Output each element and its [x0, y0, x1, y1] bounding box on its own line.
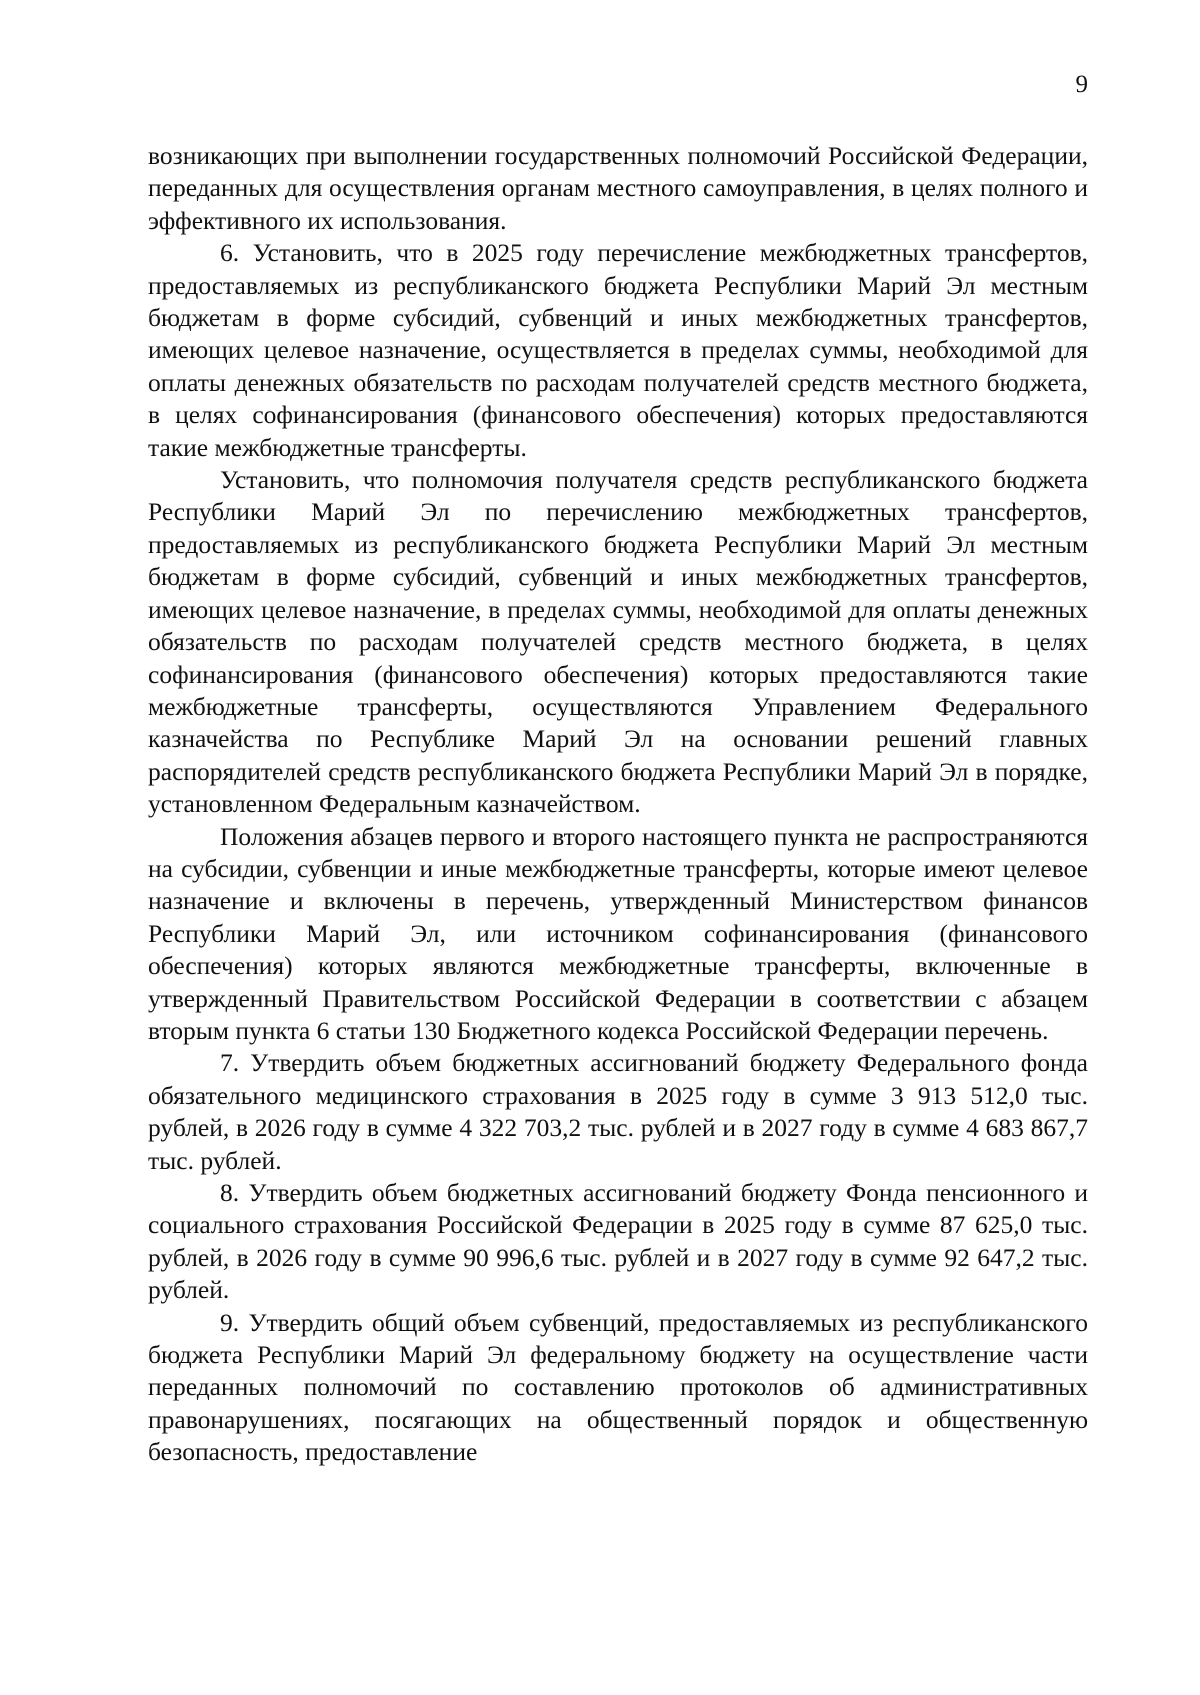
document-body — [148, 140, 1088, 1469]
paragraph-item-9: 9. Утвердить общий объем субвенций, предоставляемых из республиканского бюджета Республики Марий Эл федеральному бюджету на осуществление части переданных полномочий по составлению протоколов об административных правонарушениях, посягающих на общественный порядок и общественную безопасность, предоставление — [148, 1307, 1088, 1467]
paragraph-item-6: 6. Установить, что в 2025 году перечисление межбюджетных трансфертов, предоставляемых из республиканского бюджета Республики Марий Эл местным бюджетам в форме субсидий, субвенций и иных межбюджетных трансфертов, имеющих целевое назначение, осуществляется в пределах суммы, необходимой для оплаты денежных обязательств по расходам получателей средств местного бюджета, в целях софинансирования (финансового обеспечения) которых предоставляются такие межбюджетные трансферты. — [148, 238, 1088, 462]
paragraph-continuation: возникающих при выполнении государственных полномочий Российской Федерации, переданных для осуществления органам местного самоуправления, в целях полного и эффективного их использования. — [148, 141, 1088, 235]
paragraph-item-6-third: Положения абзацев первого и второго настоящего пункта не распространяются на субсидии, субвенции и иные межбюджетные трансферты, которые имеют целевое назначение и включены в перечень, утвержденный Министерством финансов Республики Марий Эл, или источником софинансирования (финансового обеспечения) которых являются межбюджетные трансферты, включенные в утвержденный Правительством Российской Федерации в соответствии с абзацем вторым пункта 6 статьи 130 Бюджетного кодекса Российской Федерации перечень. — [148, 821, 1088, 1045]
paragraph-item-7: 7. Утвердить объем бюджетных ассигнований бюджету Федерального фонда обязательного медицинского страхования в 2025 году в сумме 3 913 512,0 тыс. рублей, в 2026 году в сумме 4 322 703,2 тыс. рублей и в 2027 году в сумме 4 683 867,7 тыс. рублей. — [148, 1048, 1088, 1175]
paragraph-item-6-second: Установить, что полномочия получателя средств республиканского бюджета Республики Марий Эл по перечислению межбюджетных трансфертов, предоставляемых из республиканского бюджета Республики Марий Эл местным бюджетам в форме субсидий, субвенций и иных межбюджетных трансфертов, имеющих целевое назначение, в пределах суммы, необходимой для оплаты денежных обязательств по расходам получателей средств местного бюджета, в целях софинансирования (финансового обеспечения) которых предоставляются такие межбюджетные трансферты, осуществляются Управлением Федерального казначейства по Республике Марий Эл на основании решений главных распорядителей средств республиканского бюджета Республики Марий Эл в порядке, установленном Федеральным казначейством. — [148, 465, 1088, 819]
paragraph-item-8: 8. Утвердить объем бюджетных ассигнований бюджету Фонда пенсионного и социального страхования Российской Федерации в 2025 году в сумме 87 625,0 тыс. рублей, в 2026 году в сумме 90 996,6 тыс. рублей и в 2027 году в сумме 92 647,2 тыс. рублей. — [148, 1178, 1088, 1305]
page-number: 9 — [1075, 71, 1088, 98]
